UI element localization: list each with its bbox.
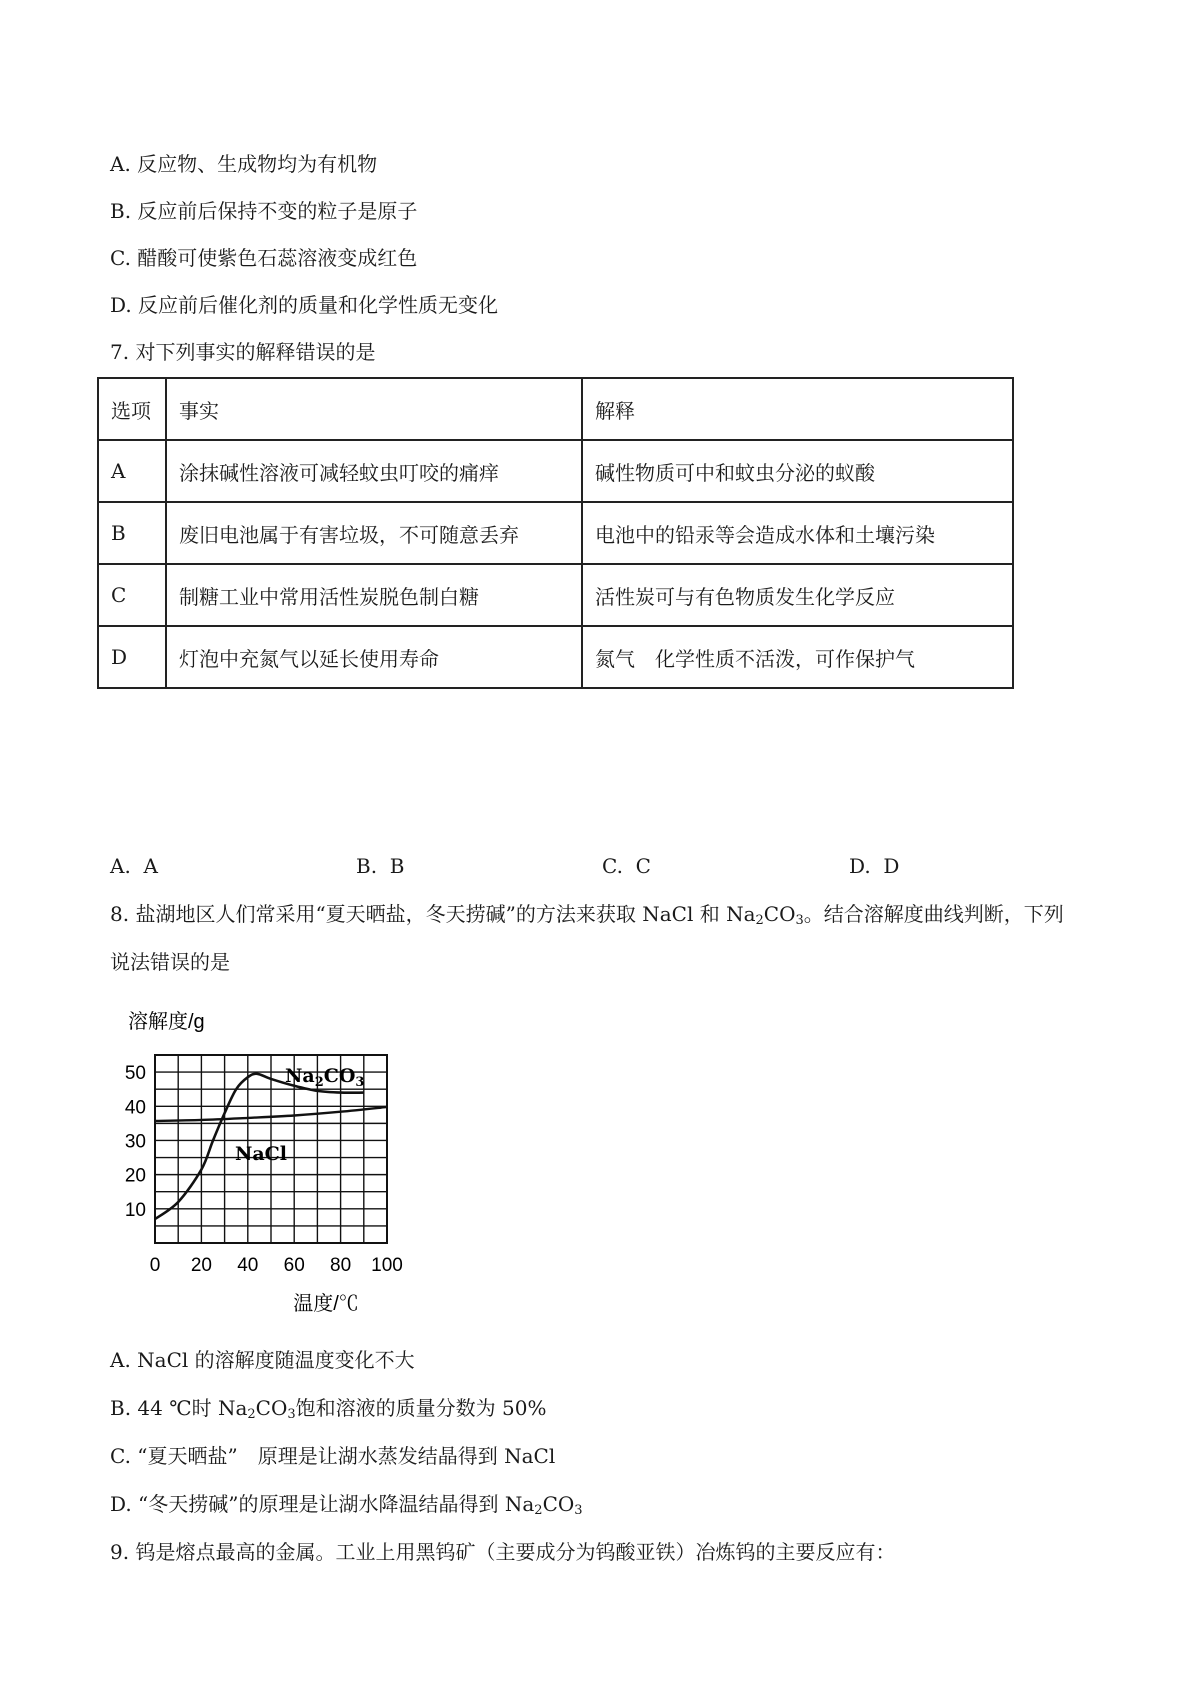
choice-value: C (635, 854, 651, 878)
q7-fact-table (97, 377, 1014, 689)
table-cell: D (98, 626, 166, 688)
q7-choice-d (849, 852, 899, 880)
q8-option-c: C. “夏天晒盐” 原理是让湖水蒸发结晶得到 NaCl (110, 1444, 556, 1468)
table-cell: 活性炭可与有色物质发生化学反应 (582, 564, 1013, 626)
table-header-row (98, 378, 1013, 440)
table-row (98, 564, 1013, 626)
chart-xlabel: 温度/℃ (293, 1293, 359, 1315)
table-cell: 涂抹碱性溶液可减轻蚊虫叮咬的痛痒 (166, 440, 582, 502)
table-cell: B (98, 502, 166, 564)
choice-value: D (883, 854, 900, 878)
table-header-cell: 选项 (98, 378, 166, 440)
y-tick-label: 40 (124, 1097, 146, 1119)
choice-value: A (143, 854, 158, 878)
choice-prefix: A. (110, 854, 131, 878)
q6-option-a: A. 反应物、生成物均为有机物 (110, 152, 378, 176)
table-cell: 氮气 化学性质不活泼，可作保护气 (582, 626, 1013, 688)
solubility-chart (110, 1000, 430, 1320)
table-cell: 电池中的铅汞等会造成水体和土壤污染 (582, 502, 1013, 564)
q9-stem: 9. 钨是熔点最高的金属。工业上用黑钨矿（主要成分为钨酸亚铁）冶炼钨的主要反应有： (110, 1540, 896, 1564)
stem-text: 8. 盐湖地区人们常采用“夏天晒盐，冬天捞碱”的方法来获取 NaCl 和 Na (110, 902, 756, 926)
stem-text: 。结合溶解度曲线判断，下列 (803, 902, 1064, 926)
table-header-cell: 事实 (166, 378, 582, 440)
q8-option-a: A. NaCl 的溶解度随温度变化不大 (110, 1348, 415, 1372)
subscript: 2 (755, 913, 764, 928)
x-tick-label: 80 (330, 1255, 352, 1276)
q8-option-d (110, 1490, 583, 1518)
option-text: 饱和溶液的质量分数为 50% (295, 1396, 547, 1420)
q7-choice-c (602, 852, 651, 880)
label-part: 2 (314, 1075, 324, 1090)
option-text: CO (255, 1396, 288, 1420)
y-tick-label: 10 (124, 1199, 146, 1221)
q8-stem-line1 (110, 900, 1064, 928)
table-row (98, 502, 1013, 564)
q7-stem: 7. 对下列事实的解释错误的是 (110, 340, 376, 364)
option-text: CO (542, 1492, 575, 1516)
choice-prefix: B. (356, 854, 378, 878)
y-tick-label: 30 (124, 1131, 146, 1153)
label-part: CO (323, 1065, 356, 1087)
chart-ticks (125, 1063, 403, 1276)
q7-choice-b (356, 852, 404, 880)
subscript: 3 (574, 1503, 583, 1518)
x-tick-label: 0 (149, 1255, 161, 1276)
subscript: 2 (247, 1407, 256, 1422)
table-cell: C (98, 564, 166, 626)
label-part: Na (285, 1065, 315, 1087)
table-cell: 灯泡中充氮气以延长使用寿命 (166, 626, 582, 688)
x-tick-label: 100 (371, 1255, 403, 1276)
q6-option-b: B. 反应前后保持不变的粒子是原子 (110, 199, 418, 223)
stem-text: CO (763, 902, 796, 926)
q7-choice-a (110, 852, 158, 880)
table-cell: 制糖工业中常用活性炭脱色制白糖 (166, 564, 582, 626)
choice-prefix: D. (849, 854, 871, 878)
table-cell: 碱性物质可中和蚊虫分泌的蚁酸 (582, 440, 1013, 502)
x-tick-label: 40 (237, 1255, 259, 1276)
table-cell: 废旧电池属于有害垃圾，不可随意丢弃 (166, 502, 582, 564)
nacl-label: NaCl (235, 1143, 288, 1165)
na2co3-label (285, 1065, 364, 1090)
option-text: B. 44 ℃时 Na (110, 1396, 248, 1420)
table-cell: A (98, 440, 166, 502)
option-text: D. “冬天捞碱”的原理是让湖水降温结晶得到 Na (110, 1492, 535, 1516)
subscript: 2 (534, 1503, 543, 1518)
choice-prefix: C. (602, 854, 623, 878)
table-header-cell: 解释 (582, 378, 1013, 440)
q6-option-d: D. 反应前后催化剂的质量和化学性质无变化 (110, 293, 499, 317)
q6-option-c: C. 醋酸可使紫色石蕊溶液变成红色 (110, 246, 418, 270)
subscript: 3 (287, 1407, 296, 1422)
q8-option-b (110, 1394, 546, 1422)
chart-ylabel: 溶解度/g (128, 1011, 205, 1033)
x-tick-label: 60 (283, 1255, 305, 1276)
y-tick-label: 20 (124, 1165, 146, 1187)
y-tick-label: 50 (124, 1063, 146, 1085)
x-tick-label: 20 (190, 1255, 212, 1276)
label-part: 3 (355, 1075, 365, 1090)
table-row (98, 440, 1013, 502)
table-row (98, 626, 1013, 688)
subscript: 3 (795, 913, 804, 928)
q8-stem-line2: 说法错误的是 (110, 950, 230, 974)
choice-value: B (389, 854, 405, 878)
